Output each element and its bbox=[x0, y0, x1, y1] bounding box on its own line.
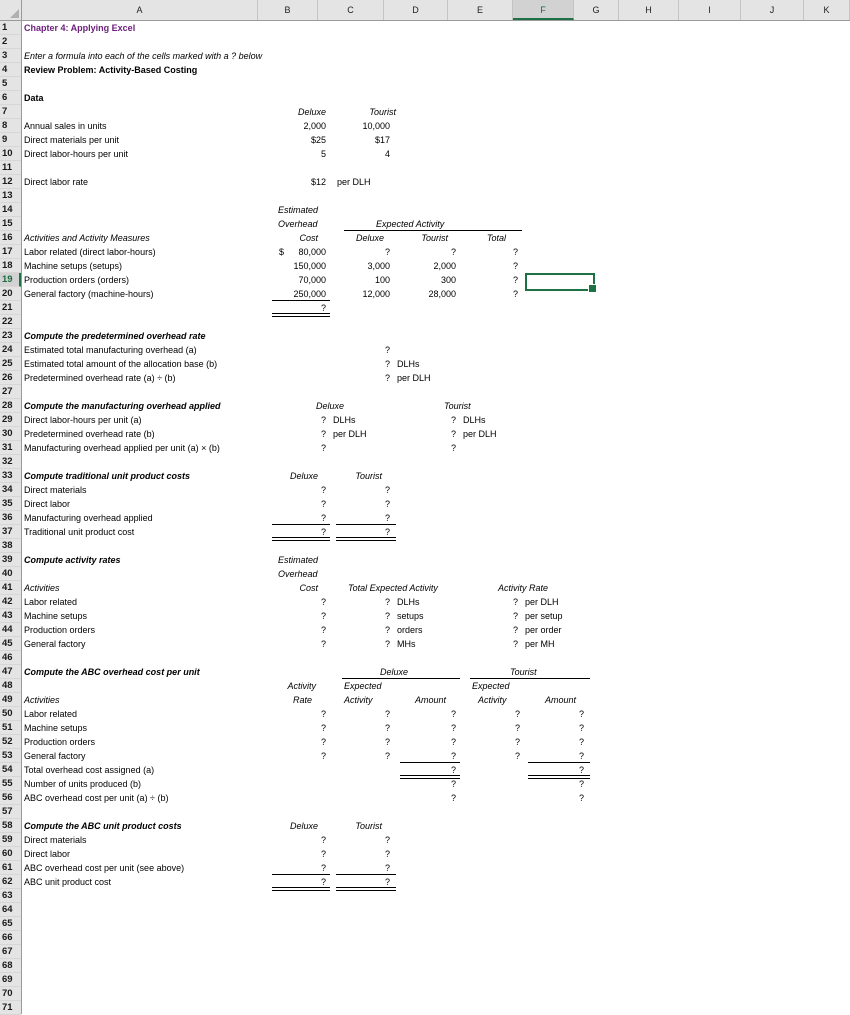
row-header-27[interactable]: 27 bbox=[0, 385, 21, 399]
row-header-54[interactable]: 54 bbox=[0, 763, 21, 777]
cell-r16-25[interactable]: Total bbox=[486, 233, 506, 243]
cell-r45-116[interactable]: MHs bbox=[397, 639, 416, 649]
cell-r16-23[interactable]: Deluxe bbox=[355, 233, 384, 243]
column-header-bar bbox=[0, 0, 850, 21]
column-header-h[interactable]: H bbox=[619, 0, 679, 20]
row-header-66[interactable]: 66 bbox=[0, 931, 21, 945]
row-header-48[interactable]: 48 bbox=[0, 679, 21, 693]
cell-r49-128[interactable]: Amount bbox=[414, 695, 446, 705]
row-header-60[interactable]: 60 bbox=[0, 847, 21, 861]
row-header-21[interactable]: 21 bbox=[0, 301, 21, 315]
row-header-46[interactable]: 46 bbox=[0, 651, 21, 665]
cell-r56-162[interactable]: ? bbox=[450, 793, 456, 803]
row-header-12[interactable]: 12 bbox=[0, 175, 21, 189]
cell-r50-131[interactable]: Labor related bbox=[24, 709, 78, 719]
cell-r29-61[interactable]: ? bbox=[320, 415, 326, 425]
cell-r31-70[interactable]: Manufacturing overhead applied per unit (a) × (b) bbox=[24, 443, 220, 453]
row-header-68[interactable]: 68 bbox=[0, 959, 21, 973]
cell-r9-11[interactable]: $17 bbox=[374, 135, 390, 145]
row-header-58[interactable]: 58 bbox=[0, 819, 21, 833]
cell-r44-112[interactable]: per order bbox=[525, 625, 562, 635]
cell-r50-133[interactable]: ? bbox=[384, 709, 390, 719]
cell-r34-76[interactable]: Direct materials bbox=[24, 485, 87, 495]
cell-r24-50[interactable]: ? bbox=[384, 345, 390, 355]
cell-r14-18[interactable]: Estimated bbox=[278, 205, 319, 215]
cell-r50-132[interactable]: ? bbox=[320, 709, 326, 719]
column-header-d[interactable]: D bbox=[384, 0, 448, 20]
cell-r49-126[interactable]: Rate bbox=[292, 695, 312, 705]
cell-r18-32[interactable]: Machine setups (setups) bbox=[24, 261, 123, 271]
row-header-43[interactable]: 43 bbox=[0, 609, 21, 623]
cell-r53-151[interactable]: ? bbox=[384, 751, 390, 761]
row-header-44[interactable]: 44 bbox=[0, 623, 21, 637]
cell-r59-167[interactable]: Direct materials bbox=[24, 835, 87, 845]
cell-r15-19[interactable]: Overhead bbox=[278, 219, 318, 229]
cell-r8-6[interactable]: Annual sales in units bbox=[24, 121, 107, 131]
cell-r51-142[interactable]: ? bbox=[578, 723, 584, 733]
cell-r42-100[interactable]: per DLH bbox=[525, 597, 559, 607]
cell-r10-14[interactable]: 4 bbox=[384, 149, 390, 159]
cell-r20-44[interactable]: 12,000 bbox=[362, 289, 390, 299]
cell-r56-163[interactable]: ? bbox=[578, 793, 584, 803]
cell-r49-129[interactable]: Activity bbox=[478, 695, 507, 705]
cell-r53-153[interactable]: ? bbox=[514, 751, 520, 761]
cell-r6-3[interactable]: Data bbox=[24, 93, 44, 103]
row-header-64[interactable]: 64 bbox=[0, 903, 21, 917]
cell-r24-49[interactable]: Estimated total manufacturing overhead (a) bbox=[24, 345, 197, 355]
cell-r54-156[interactable]: ? bbox=[450, 765, 456, 775]
row-header-59[interactable]: 59 bbox=[0, 833, 21, 847]
row-header-30[interactable]: 30 bbox=[0, 427, 21, 441]
cell-r52-144[interactable]: ? bbox=[320, 737, 326, 747]
cell-r8-7[interactable]: 2,000 bbox=[303, 121, 326, 131]
cell-r29-60[interactable]: Direct labor-hours per unit (a) bbox=[24, 415, 142, 425]
cell-r30-69[interactable]: per DLH bbox=[463, 429, 497, 439]
row-header-19[interactable]: 19 bbox=[0, 273, 21, 287]
row-header-38[interactable]: 38 bbox=[0, 539, 21, 553]
column-header-c[interactable]: C bbox=[318, 0, 384, 20]
cell-r58-166[interactable]: Tourist bbox=[355, 821, 382, 831]
cell-r28-58[interactable]: Deluxe bbox=[316, 401, 345, 411]
cell-r44-111[interactable]: ? bbox=[512, 625, 518, 635]
cell-r43-103[interactable]: ? bbox=[384, 611, 390, 621]
row-header-65[interactable]: 65 bbox=[0, 917, 21, 931]
row-header-26[interactable]: 26 bbox=[0, 371, 21, 385]
cell-r56-161[interactable]: ABC overhead cost per unit (a) ÷ (b) bbox=[24, 793, 169, 803]
cell-r33-75[interactable]: Tourist bbox=[355, 471, 382, 481]
cell-r54-157[interactable]: ? bbox=[578, 765, 584, 775]
cell-r9-10[interactable]: $25 bbox=[310, 135, 326, 145]
row-header-45[interactable]: 45 bbox=[0, 637, 21, 651]
cell-r45-114[interactable]: ? bbox=[320, 639, 326, 649]
cell-r31-71[interactable]: ? bbox=[320, 443, 326, 453]
cell-r45-113[interactable]: General factory bbox=[24, 639, 86, 649]
column-header-i[interactable]: I bbox=[679, 0, 741, 20]
row-header-9[interactable]: 9 bbox=[0, 133, 21, 147]
row-header-51[interactable]: 51 bbox=[0, 721, 21, 735]
cell-r18-34[interactable]: 3,000 bbox=[367, 261, 390, 271]
cell-r50-134[interactable]: ? bbox=[450, 709, 456, 719]
cell-r34-78[interactable]: ? bbox=[384, 485, 390, 495]
cell-r45-117[interactable]: ? bbox=[512, 639, 518, 649]
cell-r25-51[interactable]: Estimated total amount of the allocation base (b) bbox=[24, 359, 218, 369]
row-header-71[interactable]: 71 bbox=[0, 1001, 21, 1015]
cell-r61-173[interactable]: ABC overhead cost per unit (see above) bbox=[24, 863, 185, 873]
cell-r39-88[interactable]: Compute activity rates bbox=[24, 555, 121, 565]
row-header-3[interactable]: 3 bbox=[0, 49, 21, 63]
cell-r52-147[interactable]: ? bbox=[514, 737, 520, 747]
cell-r9-9[interactable]: Direct materials per unit bbox=[24, 135, 120, 145]
cell-r20-43[interactable]: 250,000 bbox=[293, 289, 326, 299]
cell-r45-118[interactable]: per MH bbox=[525, 639, 555, 649]
cell-r20-45[interactable]: 28,000 bbox=[428, 289, 456, 299]
active-cell-selection[interactable] bbox=[525, 273, 595, 291]
cell-r25-53[interactable]: DLHs bbox=[397, 359, 420, 369]
row-header-32[interactable]: 32 bbox=[0, 455, 21, 469]
cell-r33-73[interactable]: Compute traditional unit product costs bbox=[24, 471, 190, 481]
cell-r44-109[interactable]: ? bbox=[384, 625, 390, 635]
column-header-e[interactable]: E bbox=[448, 0, 513, 20]
cell-r51-138[interactable]: ? bbox=[320, 723, 326, 733]
cell-r29-63[interactable]: ? bbox=[450, 415, 456, 425]
row-header-47[interactable]: 47 bbox=[0, 665, 21, 679]
cell-r10-13[interactable]: 5 bbox=[320, 149, 326, 159]
cell-r44-107[interactable]: Production orders bbox=[24, 625, 96, 635]
cell-r43-101[interactable]: Machine setups bbox=[24, 611, 88, 621]
cell-r35-79[interactable]: Direct labor bbox=[24, 499, 71, 509]
row-header-1[interactable]: 1 bbox=[0, 21, 21, 35]
cell-r30-67[interactable]: per DLH bbox=[333, 429, 367, 439]
cell-r44-108[interactable]: ? bbox=[320, 625, 326, 635]
row-header-16[interactable]: 16 bbox=[0, 231, 21, 245]
column-header-j[interactable]: J bbox=[741, 0, 804, 20]
cell-r21-47[interactable]: ? bbox=[320, 303, 326, 313]
cell-r16-21[interactable]: Activities and Activity Measures bbox=[24, 233, 150, 243]
cell-r19-41[interactable]: ? bbox=[512, 275, 518, 285]
row-header-5[interactable]: 5 bbox=[0, 77, 21, 91]
row-header-57[interactable]: 57 bbox=[0, 805, 21, 819]
cell-r28-57[interactable]: Compute the manufacturing overhead applied bbox=[24, 401, 221, 411]
row-header-4[interactable]: 4 bbox=[0, 63, 21, 77]
cell-r37-85[interactable]: Traditional unit product cost bbox=[24, 527, 135, 537]
row-header-20[interactable]: 20 bbox=[0, 287, 21, 301]
cell-r19-37[interactable]: Production orders (orders) bbox=[24, 275, 130, 285]
cell-r12-16[interactable]: $12 bbox=[310, 177, 326, 187]
cell-r51-141[interactable]: ? bbox=[514, 723, 520, 733]
cell-r48-122[interactable]: Activity bbox=[287, 681, 316, 691]
cell-r23-48[interactable]: Compute the predetermined overhead rate bbox=[24, 331, 206, 341]
column-header-a[interactable]: A bbox=[22, 0, 258, 20]
cell-r26-56[interactable]: per DLH bbox=[397, 373, 431, 383]
cell-r60-170[interactable]: Direct labor bbox=[24, 849, 71, 859]
row-header-63[interactable]: 63 bbox=[0, 889, 21, 903]
cell-r25-52[interactable]: ? bbox=[384, 359, 390, 369]
cell-r1-0[interactable]: Chapter 4: Applying Excel bbox=[24, 23, 136, 33]
cell-r41-93[interactable]: Total Expected Activity bbox=[348, 583, 438, 593]
row-header-70[interactable]: 70 bbox=[0, 987, 21, 1001]
cell-r30-68[interactable]: ? bbox=[450, 429, 456, 439]
cell-r60-171[interactable]: ? bbox=[320, 849, 326, 859]
cell-r61-175[interactable]: ? bbox=[384, 863, 390, 873]
column-header-f[interactable]: F bbox=[513, 0, 574, 20]
cell-r18-36[interactable]: ? bbox=[512, 261, 518, 271]
cell-r48-123[interactable]: Expected bbox=[344, 681, 382, 691]
select-all-icon bbox=[10, 9, 19, 18]
cell-r29-62[interactable]: DLHs bbox=[333, 415, 356, 425]
cell-r52-146[interactable]: ? bbox=[450, 737, 456, 747]
cell-r47-119[interactable]: Compute the ABC overhead cost per unit bbox=[24, 667, 200, 677]
row-header-7[interactable]: 7 bbox=[0, 105, 21, 119]
cell-r62-176[interactable]: ABC unit product cost bbox=[24, 877, 112, 887]
cell-r8-8[interactable]: 10,000 bbox=[362, 121, 390, 131]
row-header-14[interactable]: 14 bbox=[0, 203, 21, 217]
cell-r49-125[interactable]: Activities bbox=[24, 695, 60, 705]
row-header-37[interactable]: 37 bbox=[0, 525, 21, 539]
row-header-31[interactable]: 31 bbox=[0, 441, 21, 455]
cell-r49-127[interactable]: Activity bbox=[344, 695, 373, 705]
cell-r60-172[interactable]: ? bbox=[384, 849, 390, 859]
cell-r45-115[interactable]: ? bbox=[384, 639, 390, 649]
select-all-corner[interactable] bbox=[0, 0, 22, 20]
cell-r42-95[interactable]: Labor related bbox=[24, 597, 78, 607]
cell-r50-135[interactable]: ? bbox=[514, 709, 520, 719]
cell-r43-102[interactable]: ? bbox=[320, 611, 326, 621]
cell-r17-26[interactable]: Labor related (direct labor-hours) bbox=[24, 247, 156, 257]
cell-r51-139[interactable]: ? bbox=[384, 723, 390, 733]
row-header-24[interactable]: 24 bbox=[0, 343, 21, 357]
cell-r26-55[interactable]: ? bbox=[384, 373, 390, 383]
row-header-22[interactable]: 22 bbox=[0, 315, 21, 329]
cell-r35-80[interactable]: ? bbox=[320, 499, 326, 509]
row-header-6[interactable]: 6 bbox=[0, 91, 21, 105]
row-header-28[interactable]: 28 bbox=[0, 399, 21, 413]
cell-r54-155[interactable]: Total overhead cost assigned (a) bbox=[24, 765, 155, 775]
cell-r15-20[interactable]: Expected Activity bbox=[376, 219, 445, 229]
cell-r42-99[interactable]: ? bbox=[512, 597, 518, 607]
row-header-13[interactable]: 13 bbox=[0, 189, 21, 203]
cell-r43-106[interactable]: per setup bbox=[525, 611, 563, 621]
row-header-29[interactable]: 29 bbox=[0, 413, 21, 427]
fill-handle[interactable] bbox=[588, 284, 597, 293]
cell-r20-42[interactable]: General factory (machine-hours) bbox=[24, 289, 154, 299]
cell-r43-104[interactable]: setups bbox=[397, 611, 424, 621]
row-header-11[interactable]: 11 bbox=[0, 161, 21, 175]
cell-r40-90[interactable]: Overhead bbox=[278, 569, 318, 579]
cell-r30-65[interactable]: Predetermined overhead rate (b) bbox=[24, 429, 155, 439]
cell-r55-159[interactable]: ? bbox=[450, 779, 456, 789]
cell-r55-158[interactable]: Number of units produced (b) bbox=[24, 779, 142, 789]
row-header-61[interactable]: 61 bbox=[0, 861, 21, 875]
cell-r7-5[interactable]: Tourist bbox=[369, 107, 396, 117]
row-header-69[interactable]: 69 bbox=[0, 973, 21, 987]
cell-r10-12[interactable]: Direct labor-hours per unit bbox=[24, 149, 129, 159]
cell-r12-17[interactable]: per DLH bbox=[337, 177, 371, 187]
row-header-42[interactable]: 42 bbox=[0, 595, 21, 609]
cell-r41-91[interactable]: Activities bbox=[24, 583, 60, 593]
cell-r7-4[interactable]: Deluxe bbox=[297, 107, 326, 117]
cell-r17-31[interactable]: ? bbox=[512, 247, 518, 257]
row-header-56[interactable]: 56 bbox=[0, 791, 21, 805]
cell-r19-40[interactable]: 300 bbox=[440, 275, 456, 285]
cell-r34-77[interactable]: ? bbox=[320, 485, 326, 495]
cell-r37-87[interactable]: ? bbox=[384, 527, 390, 537]
row-header-25[interactable]: 25 bbox=[0, 357, 21, 371]
cell-r35-81[interactable]: ? bbox=[384, 499, 390, 509]
cell-r29-64[interactable]: DLHs bbox=[463, 415, 486, 425]
cell-r41-92[interactable]: Cost bbox=[299, 583, 318, 593]
cell-r47-121[interactable]: Tourist bbox=[510, 667, 537, 677]
column-header-g[interactable]: G bbox=[574, 0, 619, 20]
row-header-50[interactable]: 50 bbox=[0, 707, 21, 721]
cell-r52-145[interactable]: ? bbox=[384, 737, 390, 747]
cell-r17-30[interactable]: ? bbox=[450, 247, 456, 257]
row-header-53[interactable]: 53 bbox=[0, 749, 21, 763]
cell-r59-169[interactable]: ? bbox=[384, 835, 390, 845]
cell-r41-94[interactable]: Activity Rate bbox=[498, 583, 549, 593]
cell-r31-72[interactable]: ? bbox=[450, 443, 456, 453]
cell-r58-164[interactable]: Compute the ABC unit product costs bbox=[24, 821, 182, 831]
row-header-10[interactable]: 10 bbox=[0, 147, 21, 161]
row-header-40[interactable]: 40 bbox=[0, 567, 21, 581]
cell-r51-137[interactable]: Machine setups bbox=[24, 723, 88, 733]
column-header-k[interactable]: K bbox=[804, 0, 850, 20]
row-header-35[interactable]: 35 bbox=[0, 497, 21, 511]
row-header-23[interactable]: 23 bbox=[0, 329, 21, 343]
row-header-15[interactable]: 15 bbox=[0, 217, 21, 231]
cell-r53-152[interactable]: ? bbox=[450, 751, 456, 761]
row-header-bar bbox=[0, 21, 22, 1014]
cell-r18-33[interactable]: 150,000 bbox=[293, 261, 326, 271]
cell-r42-97[interactable]: ? bbox=[384, 597, 390, 607]
worksheet-grid[interactable] bbox=[22, 21, 850, 1014]
cell-r47-120[interactable]: Deluxe bbox=[380, 667, 409, 677]
cell-r4-2[interactable]: Review Problem: Activity-Based Costing bbox=[24, 65, 198, 75]
cell-r43-105[interactable]: ? bbox=[512, 611, 518, 621]
cell-r18-35[interactable]: 2,000 bbox=[433, 261, 456, 271]
cell-r61-174[interactable]: ? bbox=[320, 863, 326, 873]
row-header-55[interactable]: 55 bbox=[0, 777, 21, 791]
row-header-18[interactable]: 18 bbox=[0, 259, 21, 273]
cell-r33-74[interactable]: Deluxe bbox=[289, 471, 318, 481]
row-header-17[interactable]: 17 bbox=[0, 245, 21, 259]
cell-r52-148[interactable]: ? bbox=[578, 737, 584, 747]
cell-r39-89[interactable]: Estimated bbox=[278, 555, 319, 565]
cell-r3-1[interactable]: Enter a formula into each of the cells marked with a ? below bbox=[24, 51, 263, 61]
cell-r51-140[interactable]: ? bbox=[450, 723, 456, 733]
cell-r62-178[interactable]: ? bbox=[384, 877, 390, 887]
row-header-52[interactable]: 52 bbox=[0, 735, 21, 749]
cell-r19-39[interactable]: 100 bbox=[374, 275, 390, 285]
row-header-39[interactable]: 39 bbox=[0, 553, 21, 567]
cell-r30-66[interactable]: ? bbox=[320, 429, 326, 439]
cell-r16-24[interactable]: Tourist bbox=[421, 233, 448, 243]
cell-r36-82[interactable]: Manufacturing overhead applied bbox=[24, 513, 153, 523]
row-header-2[interactable]: 2 bbox=[0, 35, 21, 49]
cell-r26-54[interactable]: Predetermined overhead rate (a) ÷ (b) bbox=[24, 373, 176, 383]
row-header-8[interactable]: 8 bbox=[0, 119, 21, 133]
row-header-36[interactable]: 36 bbox=[0, 511, 21, 525]
cell-r53-150[interactable]: ? bbox=[320, 751, 326, 761]
cell-r36-84[interactable]: ? bbox=[384, 513, 390, 523]
row-header-67[interactable]: 67 bbox=[0, 945, 21, 959]
cell-r53-154[interactable]: ? bbox=[578, 751, 584, 761]
cell-r36-83[interactable]: ? bbox=[320, 513, 326, 523]
cell-r12-15[interactable]: Direct labor rate bbox=[24, 177, 89, 187]
cell-r48-124[interactable]: Expected bbox=[472, 681, 510, 691]
cell-r59-168[interactable]: ? bbox=[320, 835, 326, 845]
cell-r17-27[interactable]: $ bbox=[279, 247, 285, 257]
cell-r62-177[interactable]: ? bbox=[320, 877, 326, 887]
cell-r17-28[interactable]: 80,000 bbox=[298, 247, 326, 257]
cell-r55-160[interactable]: ? bbox=[578, 779, 584, 789]
row-header-34[interactable]: 34 bbox=[0, 483, 21, 497]
cell-r49-130[interactable]: Amount bbox=[544, 695, 576, 705]
row-header-33[interactable]: 33 bbox=[0, 469, 21, 483]
cell-r42-96[interactable]: ? bbox=[320, 597, 326, 607]
cell-r53-149[interactable]: General factory bbox=[24, 751, 86, 761]
cell-r16-22[interactable]: Cost bbox=[299, 233, 318, 243]
cell-r19-38[interactable]: 70,000 bbox=[298, 275, 326, 285]
cell-r58-165[interactable]: Deluxe bbox=[289, 821, 318, 831]
cell-r17-29[interactable]: ? bbox=[384, 247, 390, 257]
cell-r50-136[interactable]: ? bbox=[578, 709, 584, 719]
cell-r42-98[interactable]: DLHs bbox=[397, 597, 420, 607]
column-header-b[interactable]: B bbox=[258, 0, 318, 20]
cell-r44-110[interactable]: orders bbox=[397, 625, 423, 635]
row-header-49[interactable]: 49 bbox=[0, 693, 21, 707]
cell-r52-143[interactable]: Production orders bbox=[24, 737, 96, 747]
cell-r37-86[interactable]: ? bbox=[320, 527, 326, 537]
cell-r20-46[interactable]: ? bbox=[512, 289, 518, 299]
row-header-41[interactable]: 41 bbox=[0, 581, 21, 595]
cell-r28-59[interactable]: Tourist bbox=[444, 401, 471, 411]
row-header-62[interactable]: 62 bbox=[0, 875, 21, 889]
